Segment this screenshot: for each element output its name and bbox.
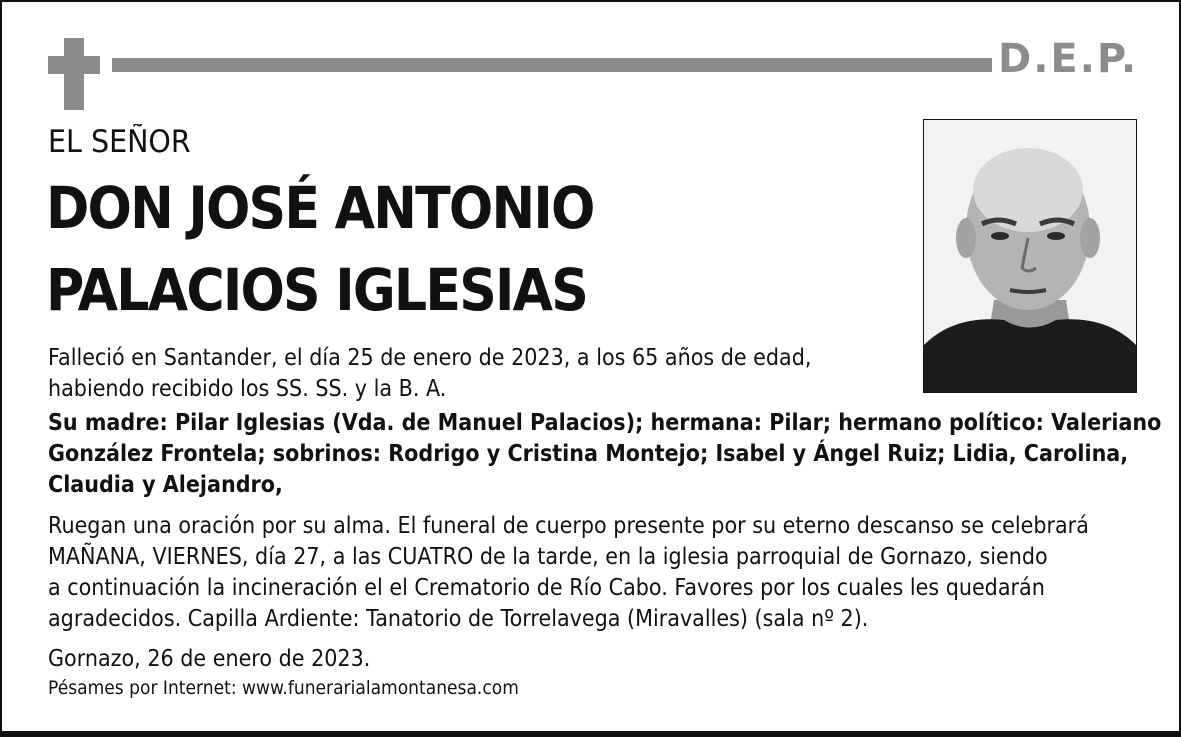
honorific: EL SEÑOR bbox=[48, 124, 191, 160]
death-info-line: habiendo recibido los SS. SS. y la B. A. bbox=[48, 376, 447, 402]
funeral-info bbox=[48, 511, 1089, 635]
death-info-line: Falleció en Santander, el día 25 de enero de 2023, a los 65 años de edad, bbox=[48, 345, 812, 371]
funeral-line: Ruegan una oración por su alma. El funeral de cuerpo presente por su eterno descanso se celebrará bbox=[48, 513, 1089, 539]
funeral-line: agradecidos. Capilla Ardiente: Tanatorio de Torrelavega (Miravalles) (sala nº 2). bbox=[48, 606, 869, 632]
funeral-line: MAÑANA, VIERNES, día 27, a las CUATRO de la tarde, en la iglesia parroquial de Gornazo, siendo bbox=[48, 544, 1048, 570]
cross-icon-bar bbox=[48, 56, 100, 74]
place-date: Gornazo, 26 de enero de 2023. bbox=[48, 646, 371, 672]
family-line: Claudia y Alejandro, bbox=[48, 472, 283, 498]
death-info bbox=[48, 343, 811, 405]
funeral-line: a continuación la incineración el el Crematorio de Río Cabo. Favores por los cuales les quedarán bbox=[48, 575, 1045, 601]
header-rule bbox=[112, 58, 992, 72]
deceased-name-line2: PALACIOS IGLESIAS bbox=[46, 256, 588, 324]
deceased-name-line1: DON JOSÉ ANTONIO bbox=[46, 174, 594, 242]
family-list bbox=[48, 408, 1161, 501]
family-line: Su madre: Pilar Iglesias (Vda. de Manuel Palacios); hermana: Pilar; hermano político: Valeriano bbox=[48, 410, 1162, 436]
dep-label: D.E.P. bbox=[998, 36, 1139, 82]
cross-icon bbox=[64, 38, 84, 110]
portrait-photo bbox=[923, 119, 1137, 393]
portrait-image bbox=[924, 120, 1136, 392]
family-line: González Frontela; sobrinos: Rodrigo y Cristina Montejo; Isabel y Ángel Ruiz; Lidia, Carolina, bbox=[48, 441, 1129, 467]
condolences-link: Pésames por Internet: www.funerarialamontanesa.com bbox=[48, 677, 519, 699]
